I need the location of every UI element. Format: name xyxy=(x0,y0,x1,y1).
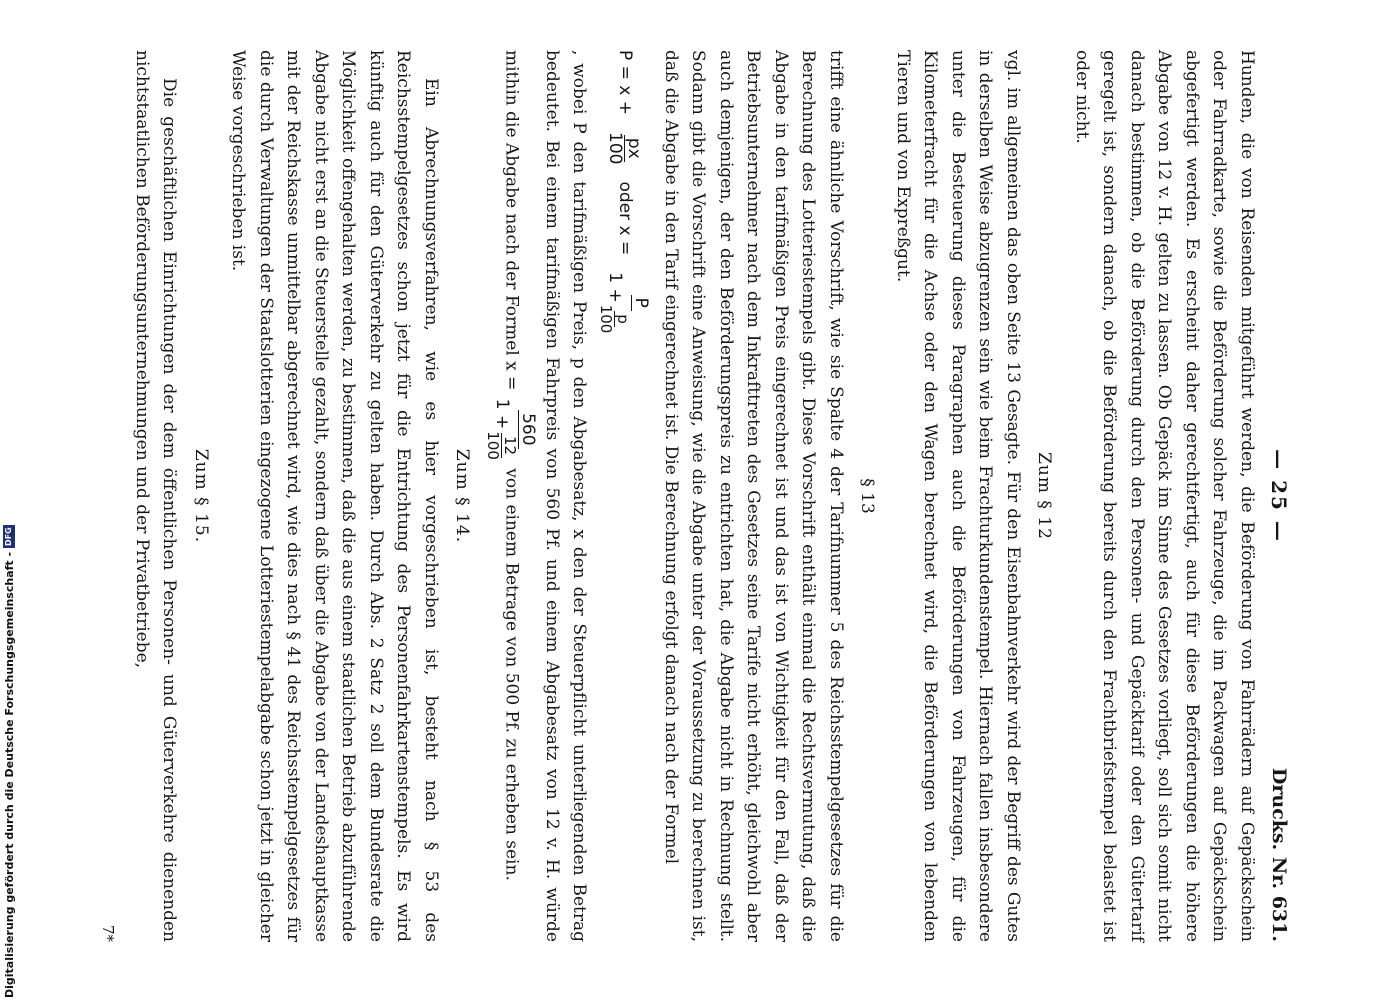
fraction-560 xyxy=(486,396,538,463)
paragraph-section-14: Ein Abrechnungsverfahren, wie es hier vorgeschrieben ist, besteht nach § 53 des Reichsstempelgesetzes schon jetzt für die Entrichtung des Personenfahrkartenstempels. Es wird künftig auch für den Güterverkehr zu gelten haben. Durch Abs. 2 Satz 2 soll dem Bundesrate die Möglichkeit offengehalten werden, zu bestimmen, daß die aus einem staatlichen Betrieb abzuführende Abgabe nicht erst an die Steuerstelle gezahlt, sondern daß über die Abgabe von der Landeshauptkasse mit der Reichskasse unmittelbar abgerechnet wird, wie dies nach § 41 des Reichsstempelgesetzes für die durch Verwaltungen der Staatslotterien eingezogene Lotteriestempelabgabe schon jetzt in gleicher Weise vorgeschrieben ist. xyxy=(228,50,441,942)
paragraph-section-15: Die geschäftlichen Einrichtungen der dem öffentlichen Personen- und Güterverkehre dienenden nichtstaatlichen Beförderungsunternehmungen und der Privatbetriebe, xyxy=(132,50,180,942)
inner-denominator: 100 xyxy=(484,431,503,460)
paragraph-formula-explanation xyxy=(486,50,593,942)
paragraph-continuation: Hunden, die von Reisenden mitgeführt werden, die Beförderung von Fahrrädern auf Gepäckschein oder Fahrradkarte, sowie die Beförderung solcher Fahrzeuge, die im Packwagen auf Gepäckschein abgefertigt werden. Es erscheint daher gerechtfertigt, auch für diese Beförderungen die höhere Abgabe von 12 v. H. gelten zu lassen. Ob Gepäck im Sinne des Gesetzes vorliegt, soll sich somit nicht danach bestimmen, ob die Beförderung durch den Personen- und Gepäcktarif oder den Gütertarif geregelt ist, sondern danach, ob die Beförderung bereits durch den Frachtbriefstempel belastet ist oder nicht. xyxy=(1072,50,1257,942)
page-number: — 25 — xyxy=(1267,449,1291,543)
fraction-denominator: 100 xyxy=(605,132,625,165)
paragraph-section-13: trifft eine ähnliche Vorschrift, wie sie Spalte 4 der Tarifnummer 5 des Reichsstempelgesetzes für die Berechnung des Lotteriestempels gibt. Diese Vorschrift enthält einmal die Rechtsvermutung, daß die Abgabe in den tarifmäßigen Preis eingerechnet ist und das ist von Wichtigkeit für den Fall, daß der Betriebsunternehmer nach dem Inkrafttreten des Gesetzes seine Tarife nicht erhöht, gleichwohl aber auch demjenigen, der den Beförderungspreis zu entrichten hat, die Abgabe nicht in Rechnung stellt. Sodann gibt die Vorschrift eine Anweisung, wie die Abgabe unter der Voraussetzung zu berechnen ist, daß die Abgabe in den Tarif eingerechnet ist. Die Berechnung erfolgt danach nach der Formel xyxy=(661,50,846,942)
section-heading-13: § 13 xyxy=(857,478,878,514)
digitization-credit xyxy=(2,527,16,998)
paragraph-section-12: vgl. im allgemeinen das oben Seite 13 Gesagte. Für den Eisenbahnverkehr wird der Begriff des Gutes in derselben Weise abzugrenzen sein wie beim Frachturkundenstempel. Hiernach fallen insbesondere unter die Besteuerung dieses Paragraphen auch die Beförderungen von Fahrzeugen, für die Kilometerfracht für die Achse oder den Wagen berechnet wird, die Beförderungen von lebenden Tieren und von Expreßgut. xyxy=(893,50,1023,942)
denominator-lead: 1 + xyxy=(492,398,512,430)
fraction-P-over-1-plus-p xyxy=(599,269,651,336)
fraction-numerator: px xyxy=(624,135,643,162)
denominator-lead: 1 + xyxy=(605,272,625,303)
fraction-px-100 xyxy=(606,129,643,167)
inner-fraction xyxy=(486,431,519,460)
credit-text: Digitalisierung gefördert durch die Deutsche Forschungsgemeinschaft - xyxy=(2,551,16,998)
section-heading-12: Zum § 12 xyxy=(1034,452,1055,540)
formula-result-text: von einem Betrage von 500 Pf. zu erheben sein. xyxy=(502,468,522,881)
inner-denominator: 100 xyxy=(597,304,616,334)
fraction-denominator xyxy=(486,396,519,463)
section-heading-14: Zum § 14. xyxy=(452,448,473,544)
fraction-numerator: 560 xyxy=(519,410,538,448)
fraction-denominator xyxy=(599,269,632,336)
drucksache-number: Drucks. Nr. 631. xyxy=(1268,767,1290,942)
page-header xyxy=(1260,50,1292,942)
dfg-logo-icon: DFG xyxy=(4,527,13,546)
inner-fraction xyxy=(599,305,632,334)
formula-or: oder x = xyxy=(615,181,636,256)
formula-block xyxy=(599,50,651,942)
fraction-numerator: P xyxy=(632,295,651,311)
section-heading-15: Zum § 15. xyxy=(191,448,211,544)
signature-mark: 7* xyxy=(99,924,118,942)
inner-numerator: 12 xyxy=(502,433,519,458)
document-page xyxy=(99,40,1300,960)
formula-tail-text: , wobei P den tarifmäßigen Preis, p den Abgabesatz, x den der Steuerpflicht unterliegenden Betrag bedeutet. Bei einem tarifmäßigen Fahrpreis von 560 Pf. und einem Abgabesatz von 12 v. H. würde mithin die Abgabe nach der Formel x = xyxy=(502,50,590,942)
inner-numerator: p xyxy=(615,311,632,327)
formula-lead: P = x + xyxy=(615,50,636,116)
